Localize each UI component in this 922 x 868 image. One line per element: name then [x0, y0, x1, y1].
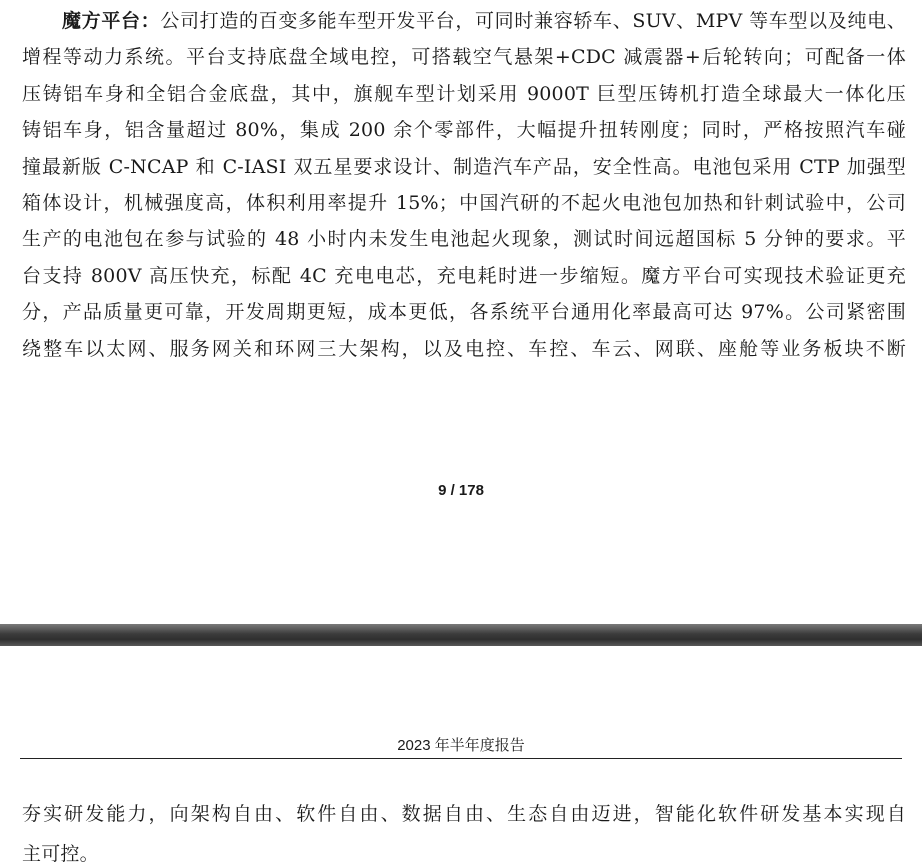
- text-line: 台支持 800V 高压快充，标配 4C 充电电芯，充电耗时进一步缩短。魔方平台可实现技术验证更充: [22, 264, 906, 287]
- text-line: 铸铝车身，铝含量超过 80%，集成 200 余个零部件，大幅提升扭转刚度；同时，严格按照汽车碰: [22, 119, 906, 142]
- text-line: [22, 3, 906, 39]
- text-line-content: 公司打造的百变多能车型开发平台，可同时兼容轿车、SUV、MPV 等车型以及纯电、: [160, 10, 906, 32]
- page-10: [0, 646, 922, 868]
- body-paragraph: [22, 3, 906, 367]
- text-line: 绕整车以太网、服务网关和环网三大架构，以及电控、车控、车云、网联、座舱等业务板块不断: [22, 337, 906, 360]
- header-divider: [20, 758, 902, 759]
- text-line: 夯实研发能力，向架构自由、软件自由、数据自由、生态自由迈进，智能化软件研发基本实现自: [22, 803, 906, 825]
- text-line: 撞最新版 C-NCAP 和 C-IASI 双五星要求设计、制造汽车产品，安全性高。电池包采用 CTP 加强型: [22, 155, 906, 178]
- report-header-title: 2023 年半年度报告: [397, 737, 525, 754]
- text-line: 生产的电池包在参与试验的 48 小时内未发生电池起火现象，测试时间远超国标 5 分钟的要求。平: [22, 228, 906, 251]
- text-line: 箱体设计，机械强度高，体积利用率提升 15%；中国汽研的不起火电池包加热和针刺试验中，公司: [22, 191, 906, 214]
- body-paragraph: [22, 794, 906, 868]
- text-line: 主可控。: [22, 843, 99, 865]
- text-line: 增程等动力系统。平台支持底盘全域电控，可搭载空气悬架+CDC 减震器+后轮转向；可配备一体: [22, 46, 906, 69]
- page-separator: [0, 624, 922, 646]
- text-line: 压铸铝车身和全铝合金底盘，其中，旗舰车型计划采用 9000T 巨型压铸机打造全球最大一体化压: [22, 82, 906, 105]
- text-line: 分，产品质量更可靠，开发周期更短，成本更低，各系统平台通用化率最高可达 97%。公司紧密围: [22, 301, 906, 324]
- paragraph-title: 魔方平台：: [62, 10, 161, 32]
- page-number: 9 / 178: [438, 482, 484, 499]
